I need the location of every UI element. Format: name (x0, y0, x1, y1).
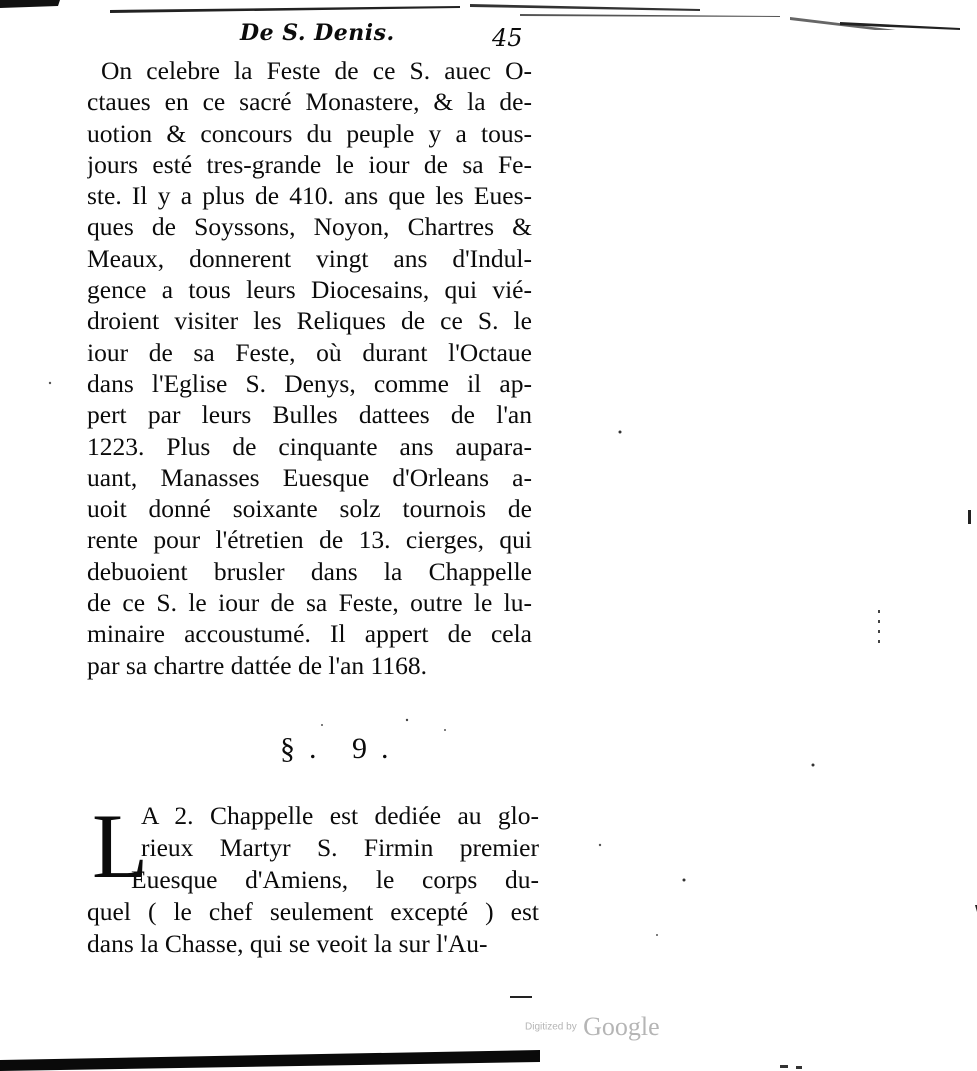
text-line: rente pour l'étretien de 13. cierges, qui (87, 525, 532, 555)
text-line: Euesque d'Amiens, le corps du- (131, 865, 539, 894)
drop-cap: L (92, 795, 149, 897)
text-line: ques de Soyssons, Noyon, Chartres & (87, 212, 532, 242)
text-line: rieux Martyr S. Firmin premier (141, 833, 539, 862)
digitized-by-label: Digitized by (525, 1021, 577, 1033)
text-line: quel ( le chef seulement excepté ) est (87, 897, 539, 926)
text-line: debuoient brusler dans la Chappelle (87, 556, 532, 586)
text-line: uotion & concours du peuple y a tous- (87, 118, 532, 148)
digitized-by-google (525, 1012, 660, 1042)
text-line: par sa chartre dattée de l'an 1168. (87, 650, 427, 680)
google-logo: Google (583, 1012, 660, 1041)
bottom-scan-edge (0, 1040, 977, 1071)
text-line: minaire accoustumé. Il appert de cela (87, 619, 532, 649)
text-line: de ce S. le iour de sa Feste, outre le lu- (87, 588, 532, 618)
paragraph-1 (87, 55, 532, 681)
section-mark: §. 9. (280, 732, 403, 765)
text-line: droient visiter les Reliques de ce S. le (87, 306, 532, 336)
page-number: 45 (492, 24, 523, 52)
text-line: iour de sa Feste, où durant l'Octaue (87, 337, 532, 367)
text-line: uant, Manasses Euesque d'Orleans a- (87, 462, 532, 492)
text-line: pert par leurs Bulles dattees de l'an (87, 400, 532, 430)
text-line: 1223. Plus de cinquante ans aupara- (87, 431, 532, 461)
text-line: ste. Il y a plus de 410. ans que les Eues- (87, 181, 532, 211)
text-line: On celebre la Feste de ce S. auec O- (101, 56, 532, 85)
text-line: Meaux, donnerent vingt ans d'Indul- (87, 243, 532, 273)
running-title: De S. Denis. (240, 20, 395, 46)
text-line: ctaues en ce sacré Monastere, & la de- (87, 87, 532, 117)
text-line: jours esté tres-grande le iour de sa Fe- (87, 149, 532, 179)
text-line: dans la Chasse, qui se veoit la sur l'Au- (87, 929, 488, 958)
text-line: A 2. Chappelle est dediée au glo- (141, 801, 539, 830)
text-line: dans l'Eglise S. Denys, comme il ap- (87, 368, 532, 398)
text-line: uoit donné soixante solz tournois de (87, 494, 532, 524)
text-line: gence a tous leurs Diocesains, qui vié- (87, 275, 532, 305)
top-edge-shadow (0, 0, 977, 30)
paragraph-2 (87, 795, 539, 960)
